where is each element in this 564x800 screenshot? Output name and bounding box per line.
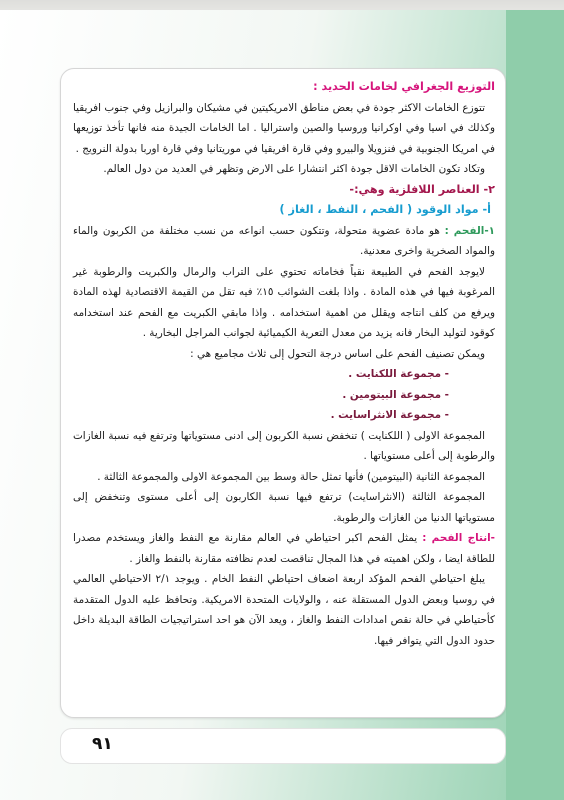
- production-label: -انتاج الفحم :: [422, 532, 495, 544]
- section-heading-iron-distribution: التوزيع الجغرافي لخامات الحديد :: [313, 80, 495, 93]
- paragraph-coal-impurities: لايوجد الفحم في الطبيعة نقياً فخاماته تحتوي على التراب والرمال والكبريت والرطوبة غير المرغوبة فيها في هذه المادة . واذا بلغت الشوائب ١٥٪ فيه تقل من القيمة الاقتصادية لهذه المادة ويرفع من كلف انتاجه ويقلل من اهمية استخدامه . واذا مابقي الكبريت مع الفحم عند استخدامه كوقود لتوليد البخار فانه يزيد من معدل التعرية الكيميائية لجوانب المراجل البخارية .: [73, 265, 495, 339]
- paragraph-low-quality-ores: وتكاد تكون الخامات الاقل جودة اكثر انتشارا على الارض وتظهر في العديد من دول العالم.: [103, 163, 485, 175]
- page-number: ٩١: [92, 734, 113, 754]
- paragraph-iron-distribution: تتوزع الخامات الاكثر جودة في بعض مناطق الامريكيتين في مشيكان والبرازيل وفي جنوب افريقيا وكذلك في اسيا وفي اوكرانيا وروسيا والصين واستراليا . اما الخامات الجيدة منه فانها تأخذ توزيعها في امريكا الجنوبية في فنزويلا والبيرو وفي قارة افريقيا في موريتانيا وفي قارة اوربا بدولة النرويج .: [73, 101, 495, 155]
- production-text: يمثل الفحم اكبر احتياطي في العالم مقارنة مع النفط والغاز ويستخدم مصدرا للطاقة ايضا ، ولكن اهميته في هذا المجال تناقصت لعدم نظافته مقارنة بالنفط والغاز .: [73, 532, 495, 565]
- list-item-anthracite: - مجموعة الانثراسايت .: [330, 409, 449, 421]
- green-side-band: [506, 10, 564, 800]
- subheading-fuel-materials: أ- مواد الوقود ( الفحم ، النفط ، الغاز ): [279, 203, 491, 216]
- text-box: [60, 68, 506, 718]
- coal-definition-text: هو مادة عضوية متحولة، وتتكون حسب انواعه من نسب مختلفة من الكربون والماء والمواد الصخرية واخرى معدنية.: [73, 224, 495, 257]
- paragraph-group-three: المجموعة الثالثة (الانثراسايت) ترتفع فيها نسبة الكاربون إلى أعلى مستوى وتنخفض إلى مستوياتها الدنيا من الغازات والرطوبة.: [73, 491, 495, 524]
- footer-box: [60, 728, 506, 764]
- paragraph-coal-classification: ويمكن تصنيف الفحم على اساس درجة التحول إلى ثلاث مجاميع هي :: [190, 347, 485, 360]
- section-heading-nonmetallic: ٢- العناصر اللافلزية وهي:-: [349, 182, 495, 196]
- list-item-bituminous: - مجموعة البيتومين .: [342, 388, 449, 401]
- paragraph-group-one: المجموعة الاولى ( اللكنايت ) تنخفض نسبة الكربون إلى ادنى مستوياتها وترتفع فيه نسبة الغازات والرطوبة إلى أعلى مستوياتها .: [73, 429, 495, 462]
- coal-definition: [73, 221, 495, 262]
- paragraph-coal-reserves: يبلغ احتياطي الفحم المؤكد اربعة اضعاف احتياطي النفط الخام . ويوجد ٢/١ الاحتياطي العالمي في روسيا وبعض الدول المستقلة عنه ، والولايات المتحدة الامريكية. وتحافظ عليه الدول المتقدمة كأحتياطي في حالة نقص امدادات النفط والغاز ، ويعد الآن هو احد استراتيجيات الطاقة البديلة داخل حدود الدول التي يتوافر فيها.: [73, 573, 495, 647]
- coal-production: [73, 528, 495, 569]
- list-item-lignite: - مجموعة اللكنايت .: [348, 368, 449, 380]
- paragraph-group-two: المجموعة الثانية (البيتومين) فأنها تمثل حالة وسط بين المجموعة الاولى والمجموعة الثالثة .: [97, 470, 485, 483]
- coal-label: ١-الفحم :: [444, 224, 495, 237]
